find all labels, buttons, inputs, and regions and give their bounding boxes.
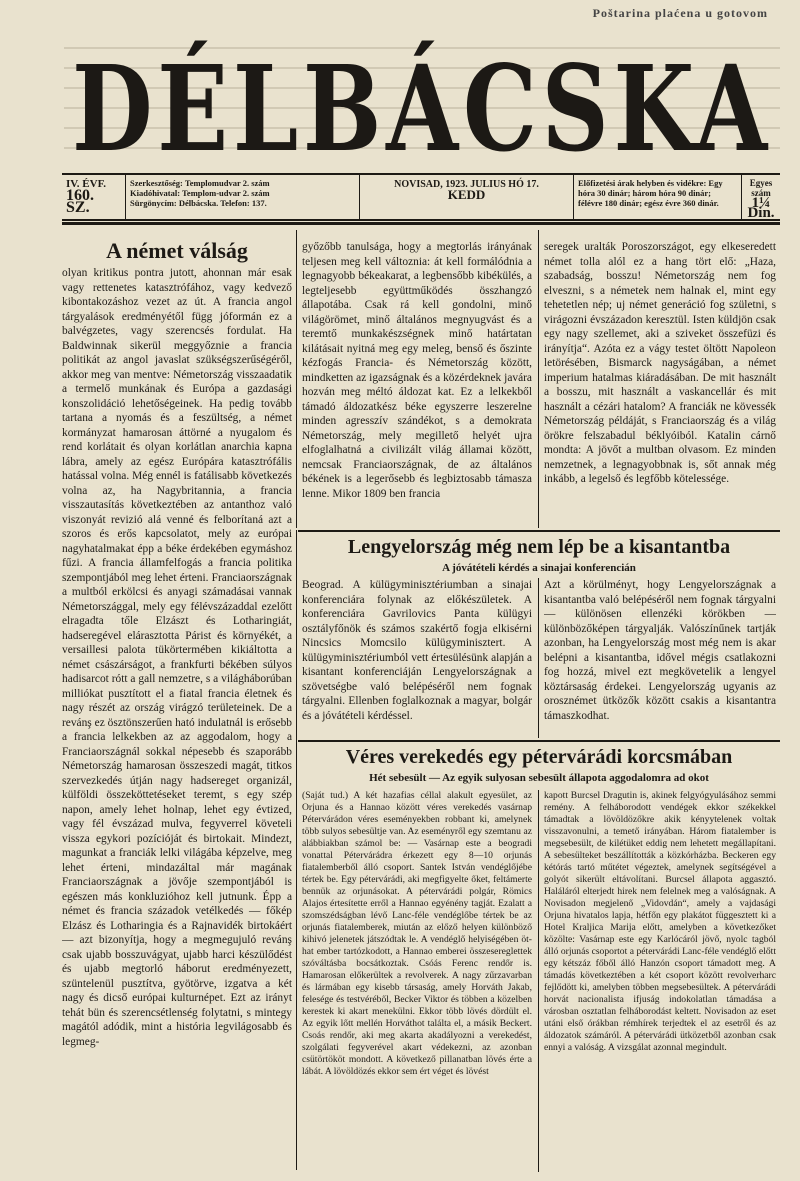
article3-col1 [302,790,532,1172]
column-divider [538,578,539,738]
article2-title: Lengyelország még nem lép be a kisantantba [347,536,731,558]
weekday: KEDD [447,187,486,202]
section-rule [298,740,780,742]
article3-title: Véres verekedés egy pétervárádi korcsmában [345,746,733,768]
editorial-address: Szerkesztőség: Templomudvar 2. szám [130,178,270,188]
single-price-box [742,175,780,219]
postal-note: Poštarina plaćena u gotovom [592,6,768,20]
column-divider [296,530,297,1170]
article2-col1 [302,578,532,738]
year: IV. ÉVF. [66,178,107,190]
article2-text-2: Azt a körülményt, hogy Lengyelországnak a kisantantba való belépéséről nem fognak tárgyalni — különösen ellenzéki körökben — különbözőképen tárgyalják. Valószínűnek tartják azonban, ha Lengyelország most még nem is akar belépni a kisantantba, idővel mégis csatlakozni fog hozzá, mivel ezt megkövetelik a lengyel köztársaság érdekei. Lengyelország ugyanis az orosznémet ütközők között csakis a kisantantra támaszkodhat. [544,579,776,722]
article1-title: A német válság [106,238,248,263]
article2-col2 [544,578,776,738]
article1-text-3: seregek uralták Poroszországot, egy elkeseredett német tolla alól ez a hang tört elő: „Haza, szabadság, bosszu! Németország nem fog elveszni, s a németek nem halnak el, mint egy tehetetlen nép; uj német generáció fog születni, s virágozni évszázadon keresztül. Isten küldjön csak egy nagy szellemet, aki a sziveket összefüzi és irányítja“. Azóta ez a vágy testet öltött Napoleon letörésében, Bismarck nagyságában, a német imperium hatalmas kiáradásában. De mit használt a bosszu, mit használt a vaskancellár és mit használt a cézári hatalom? A franciák ne kövessék Németország példáját, s Franciaország és a világ örökre felszabadul béklyóiból. Katalin cárnő mondta: A jövőt a multban olvasom. Ez minden nemzetnek, a legnagyobbnak is, sőt annak még inkább, a legelső és legfőbb kötelessége. [544,241,776,485]
issue-header [62,173,780,221]
contact-info [126,175,360,219]
column-divider [538,230,539,528]
article2-text-1: Beograd. A külügyminisztériumban a sinajai konferenciára folynak az előkészületek. A konferenciára Gavrilovics Panta külügyi osztályfőnök és számos szakértő fogja elkisérni Nincsics Momcsilo külügyminisztert. A külügyminisztériumból vett értesülésünk alapján a kisantant konferenciáján Lengyelországnak a szövetségbe való belépéséről nem fognak tárgyalni. Ellenben foglalkoznak a magyar, bolgár és a jóvátételi kérdéssel. [302,579,532,722]
column-divider [538,790,539,1172]
issue-date: NOVISAD, 1923. JULIUS HÓ 17. [394,179,539,190]
article2-subtitle: A jóvátételi kérdés a sinajai konferencián [442,562,636,574]
article1-col1 [62,266,292,1172]
date-box [360,175,574,219]
article3-text-2: kapott Burcsel Dragutin is, akinek felgyógyulásához semmi remény. A felháborodott vendégek ekkor székekkel támadtak a lövöldözőkre akik kényytelenek voltak visszavonulni, a temető irányában. Három fiatalember is megsebesült, de kilétüket eddig nem lehetett megállapítani. A sebesülteket beszállították a közkórházba. Beckeren egy kétórás tartó műtétet végeztek, amelynek segítségével a golyót sikerült eltávolítani. Burcsel állapota aggasztó. Haláláról elterjedt hirek nem felelnek meg a valóságnak. A Novisadon megjelenő „Vidovdán“, amely a vajdasági Orjuna hivatalos lapja, hétfőn egy plakátot függesztett ki a Hotel Kraljica Marija előtt, amelyben a következőket közölte: Vasárnap este egy Karlócáról jövő, nyolc tagból álló orjunás csoportot a pétervárádi Lanc-féle vendéglő előtt egy kétszáz főből álló Hanzón csoport támadott meg. A támadás következtében a két csoport között revolverharc fejlődött ki, amelyben többen megsebesültek. A pétervárádi horvát nacionalista ifjuság indokolatlan támadása a városban osztatlan felháborodást keltett. Novisadon az eset utáni első órákban rémhírek terjedtek el az esetről és az áldozatok számáról. A pétervárádi ütközetből azonban csak ennyi a valóság. A vizsgálat azonnal megindult. [544,790,776,1053]
header-rule [62,222,780,225]
article1-text-2: győzőbb tanulsága, hogy a megtorlás irányának teljesen meg kell változnia: át kell formálódnia a legnagyobb békeakarat, a legbensőbb kibékülés, a legteljesebb együttműködés összhangzó állapotába. Csak rá kell gondolni, minő világörömet, minő általános megnyugvást és a teremtő munkakészségnek minő határtatan kilátásait nyitná meg egy meleg, benső és őszinte kézfogás Francia- és Németország között, mindketten az igazságnak és a közérdeknek javára hozván meg méltó áldozat kat. Ez a lelkekből támadó áldozatkész béke egyszerre leszerelne minden agresszív szándékot, s a demokrata Németország, mely megillető helyét ujra elfoglalhatná a civilizált világ államai között, nemcsak Franciaországnak, de az általános békének is a legerősebb és legbiztosabb támasza lenne. Mikor 1809 ben francia [302,241,532,500]
single-price-label: Egyes szám [749,178,773,198]
article3-subtitle: Hét sebesült — Az egyik sulyosan sebesült állapota aggodalomra ad okot [369,772,709,784]
masthead-title: DÉLBÁCSKA [72,39,772,168]
article1-text-1: olyan kritikus pontra jutott, ahonnan már esak vagy rettenetes katasztrófához, vagy kedvező kibontakozáshoz vezet az út. A francia angol tárgyalások eredményétől függ jóformán ez a balvégzetes, vagy szerencsés fordulat. Ha Baldwinnak sikerül meggyőznie a francia politikát az angol javaslat szükségszerűségéről, akkor meg van mentve: Németország visszaadatik a termelő munkának és Európa a gazdasági konszolidáció lehetőségeinek. Ha pedig tovább tartana a nyomás és a feszültség, a német kormányzat hamarosan áttörné a nyugalom és rend korlátait és olyan korlátlan anarchia kapna lábra, amely az egész Európára katasztrófális hatással volna. Még ennél is fatálisabb következés volna az, ha Nagybritannia, a francia visszautasítás következtében az antanthoz való viszonyát revizió alá venné és felborítaná azt a szoros és erős kapcsolatot, mely az európai nagyhatalmakat épp a béke érdekében egymáshoz fűzi. A francia államfelfogás a francia politika szempontjából meg lehet érteni. Franciaországnak a multból erkölcsi és anyagi számadásai vannak Németországgal, mely egy félévszázaddal ezelőtt elragadta tőle Elzászt és Lotharingiát, hadseregével elárasztotta Párist és környékét, a versaillesi palota tükörtermében kikiáltotta a német császárságot, a frankfurti békében súlyos hadisarcot rótt a gall nemzetre, s a világháborúban milliókat pusztított el a fiatal francia életnek és nagy részét az ország virágzó területeinek. De a revánş ez ösztönszerűen ható indulatnál is erősebb a francia lelkekben az az aggodalom, hogy a Franciaországnál sokkal népesebb és szaporább Németország hamarosan összeszedi magát, titkos szervezkedés útján nagy hadsereget organizál, külföldi összeköttetéseket teremt, s egy szép napon, amely lehet holnap, lehet egy évtized, vagy fél évszázad mulva, fegyverrel követeli vissza egykori pozícióját és birtokait. Mindezt, magunkat a franciák lelki világába képzelve, meg lehet érteni, mindazáltal már magának Franciaországnak a jövője szempontjából is egészen más konkluzióhoz kell jutnunk. Épp a német és francia századok vetélkedés — főkép Elzász és Lotharingia és a Rajnavidék birtokáért — azt bizonyítja, hogy a megmegujuló revánş csak ujabb bosszuvágyat, ujabb harci készülődést és ujabb megtorló háborut eredményezett, szüntelenül pusztítva, gyötörve, izgatva a két nagy és dicső európai kulturnépet. Ezt az irányt tehát bün és szerencsétlenség folytatni, s mintegy magától adódik, mint a história legvilágosabb és legmeg- [62,267,292,1048]
subscription-prices: Előfizetési árak helyben és vidékre: Egy hóra 30 dinár; három hóra 90 dinár; félévre 180 dinár; egész évre 360 dinár. [574,175,742,219]
section-rule [298,530,780,532]
issue-number: 160. SZ. [66,187,94,216]
article3-text-1: (Saját tud.) A két hazafias céllal alakult egyesület, az Orjuna és a Hannao között véres verekedés vasárnap Pétervárádon véres eseményekben robbant ki, amelynek több sulyos sebesültje van. Az eseményről egy szemtanu az alábbiakban számol be: — Vasárnap este a beogradi vonattal Pétervárádra érkezett egy 8—10 orjunás fiatalemberből álló csoport. Santek István vendéglőjébe tértek be. Egy pétervárádi, aki megfigyelte őket, feltámerte bennük az orjunásokat. A pétervárádi polgár, Römics Alajos értesítette erről a Hannao egyénény tagját. Ezalatt a szomszédságban lévő Lanc-féle vendéglőbe tértek be az orjunás fiatalemberek, miután az előző helyen különböző kihivó jelenetek játszódtak le. A vendéglő helyiségében öt-hat ember tartózkodott, a Hannao emberei összesereglettek szóváltásba bocsátkoztak. Csóás Ferenc rendőr is. Hamarosan előkerültek a revolverek. A nagy zűrzavarban és lármában egy kisebb társaság, amely Horváth Jakab, felesége és testvéréből, Becker Viktor és többen a közelben kerestek ki akart menekülni. Ekkor több lövés dördült el. Az egyik lőtt mellén Horváthot találta el, a másik Beckert. Csoás rendőr, aki meg akarta akadályozni a verekedést, szolgálati fegyverével akart védekezni, az azonban csütörtököt mondott. A következő pillanatban lövés érte a lábát. A lövöldözés ekkor sem ért véget és lövést [302,790,532,1077]
article3-col2 [544,790,776,1172]
column-divider [296,230,297,528]
publisher-address: Kiadóhivatal: Templom-udvar 2. szám [130,188,270,198]
article1-col3 [544,240,776,528]
masthead [64,28,780,168]
article1-col2 [302,240,532,528]
single-price: 1¼ Din. [747,195,775,221]
telegram-phone: Sürgönycím: Délbácska. Telefon: 137. [130,198,267,208]
issue-info [62,175,126,219]
